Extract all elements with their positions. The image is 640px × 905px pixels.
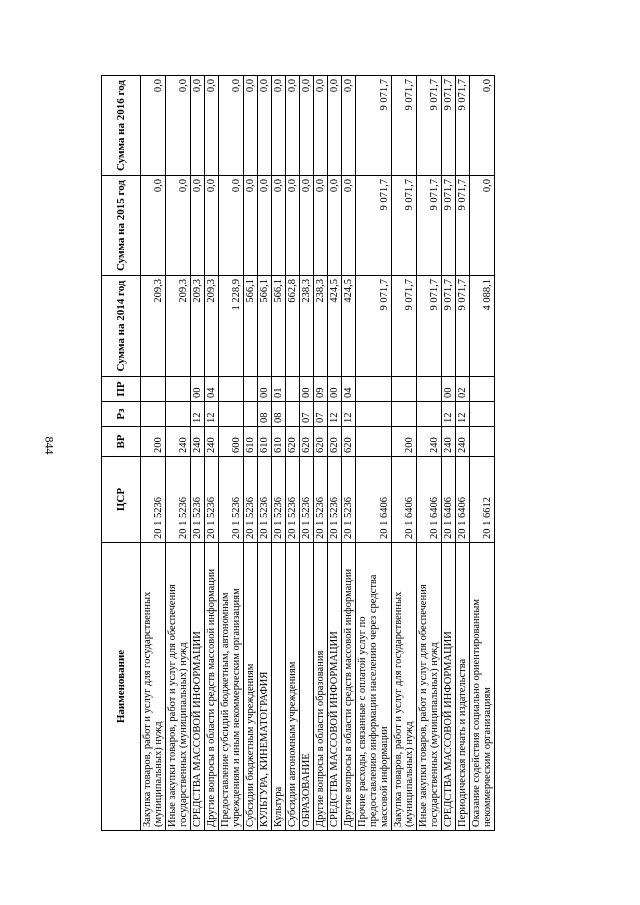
cell-csr: 20 1 5236 <box>314 457 328 543</box>
cell-vr: 610 <box>272 427 286 457</box>
table-row <box>314 76 328 831</box>
cell-pr <box>219 377 244 402</box>
cell-csr: 20 1 5236 <box>258 457 272 543</box>
cell-vr: 610 <box>244 427 258 457</box>
cell-sum-2016: 0,0 <box>191 76 205 176</box>
rotated-table-container <box>101 76 553 831</box>
header-vr: ВР <box>102 427 141 457</box>
cell-rz <box>470 402 495 427</box>
table-row <box>456 76 470 831</box>
cell-sum-2015: 9 071,7 <box>392 176 417 276</box>
cell-pr: 00 <box>328 377 342 402</box>
cell-sum-2016: 0,0 <box>205 76 219 176</box>
cell-sum-2014: 424,5 <box>328 276 342 377</box>
table-row <box>470 76 495 831</box>
cell-name: Прочие расходы, связанные с оплатой услуг по предоставлению информации населению через средства массовой информации <box>356 543 392 831</box>
cell-rz: 07 <box>300 402 314 427</box>
table-row <box>166 76 191 831</box>
cell-sum-2015: 0,0 <box>342 176 356 276</box>
cell-csr: 20 1 6406 <box>392 457 417 543</box>
table-row <box>141 76 166 831</box>
table-row <box>258 76 272 831</box>
cell-name: Субсидии автономным учреждениям <box>286 543 300 831</box>
cell-rz: 12 <box>342 402 356 427</box>
cell-name: Закупка товаров, работ и услуг для государственных (муниципальных) нужд <box>392 543 417 831</box>
table-row <box>328 76 342 831</box>
cell-vr: 240 <box>442 427 456 457</box>
cell-csr: 20 1 5236 <box>272 457 286 543</box>
table-row <box>442 76 456 831</box>
cell-pr: 02 <box>456 377 470 402</box>
cell-vr: 240 <box>205 427 219 457</box>
header-csr: ЦСР <box>102 457 141 543</box>
cell-rz: 12 <box>328 402 342 427</box>
cell-name: Субсидии бюджетным учреждениям <box>244 543 258 831</box>
table-row <box>205 76 219 831</box>
cell-sum-2015: 0,0 <box>258 176 272 276</box>
cell-csr: 20 1 6406 <box>356 457 392 543</box>
cell-name: Закупка товаров, работ и услуг для государственных (муниципальных) нужд <box>141 543 166 831</box>
cell-csr: 20 1 5236 <box>205 457 219 543</box>
cell-sum-2014: 209,3 <box>166 276 191 377</box>
header-rz: Рз <box>102 402 141 427</box>
cell-sum-2015: 9 071,7 <box>356 176 392 276</box>
budget-table <box>101 75 495 831</box>
cell-sum-2015: 0,0 <box>314 176 328 276</box>
cell-rz <box>141 402 166 427</box>
header-name: Наименование <box>102 543 141 831</box>
header-sum-2014: Сумма на 2014 год <box>102 276 141 377</box>
cell-pr <box>356 377 392 402</box>
cell-pr <box>244 377 258 402</box>
cell-pr: 09 <box>314 377 328 402</box>
cell-rz <box>392 402 417 427</box>
cell-sum-2016: 9 071,7 <box>356 76 392 176</box>
cell-sum-2015: 0,0 <box>300 176 314 276</box>
cell-name: СРЕДСТВА МАССОВОЙ ИНФОРМАЦИИ <box>442 543 456 831</box>
table-row <box>342 76 356 831</box>
cell-name: Иные закупки товаров, работ и услуг для обеспечения государственных (муниципальных) нужд <box>417 543 442 831</box>
cell-csr: 20 1 5236 <box>300 457 314 543</box>
cell-csr: 20 1 6612 <box>470 457 495 543</box>
cell-sum-2016: 0,0 <box>244 76 258 176</box>
cell-sum-2014: 9 071,7 <box>417 276 442 377</box>
cell-sum-2015: 0,0 <box>244 176 258 276</box>
table-row <box>356 76 392 831</box>
cell-sum-2016: 0,0 <box>258 76 272 176</box>
cell-csr: 20 1 5236 <box>286 457 300 543</box>
cell-vr <box>470 427 495 457</box>
cell-rz: 08 <box>258 402 272 427</box>
table-row <box>219 76 244 831</box>
cell-sum-2014: 9 071,7 <box>442 276 456 377</box>
cell-name: СРЕДСТВА МАССОВОЙ ИНФОРМАЦИИ <box>191 543 205 831</box>
cell-sum-2014: 424,5 <box>342 276 356 377</box>
cell-name: Другие вопросы в области средств массовой информации <box>342 543 356 831</box>
cell-sum-2015: 0,0 <box>328 176 342 276</box>
table-row <box>286 76 300 831</box>
cell-sum-2015: 0,0 <box>141 176 166 276</box>
cell-csr: 20 1 5236 <box>328 457 342 543</box>
table-row <box>300 76 314 831</box>
cell-rz <box>219 402 244 427</box>
cell-sum-2014: 662,8 <box>286 276 300 377</box>
cell-sum-2016: 0,0 <box>314 76 328 176</box>
cell-vr: 620 <box>286 427 300 457</box>
cell-sum-2014: 1 228,9 <box>219 276 244 377</box>
cell-name: Периодическая печать и издательства <box>456 543 470 831</box>
cell-vr: 240 <box>456 427 470 457</box>
cell-pr <box>141 377 166 402</box>
cell-sum-2016: 9 071,7 <box>417 76 442 176</box>
cell-vr: 620 <box>314 427 328 457</box>
cell-name: Оказание содействия социально ориентированным некоммерческим организациям <box>470 543 495 831</box>
cell-name: Другие вопросы в области образования <box>314 543 328 831</box>
cell-sum-2016: 0,0 <box>286 76 300 176</box>
cell-csr: 20 1 5236 <box>219 457 244 543</box>
cell-vr: 620 <box>342 427 356 457</box>
table-row <box>417 76 442 831</box>
cell-vr: 600 <box>219 427 244 457</box>
cell-pr <box>166 377 191 402</box>
cell-sum-2015: 0,0 <box>166 176 191 276</box>
page-number: 844 <box>42 436 57 455</box>
header-sum-2015: Сумма на 2015 год <box>102 176 141 276</box>
cell-pr: 00 <box>442 377 456 402</box>
cell-sum-2015: 0,0 <box>191 176 205 276</box>
table-row <box>191 76 205 831</box>
cell-vr: 610 <box>258 427 272 457</box>
cell-sum-2016: 0,0 <box>141 76 166 176</box>
cell-sum-2014: 238,3 <box>314 276 328 377</box>
cell-pr: 04 <box>342 377 356 402</box>
cell-csr: 20 1 5236 <box>191 457 205 543</box>
cell-rz: 12 <box>456 402 470 427</box>
cell-rz <box>166 402 191 427</box>
table-row <box>244 76 258 831</box>
cell-sum-2015: 0,0 <box>272 176 286 276</box>
cell-sum-2015: 0,0 <box>470 176 495 276</box>
cell-pr <box>286 377 300 402</box>
cell-name: ОБРАЗОВАНИЕ <box>300 543 314 831</box>
cell-sum-2016: 0,0 <box>328 76 342 176</box>
cell-sum-2016: 0,0 <box>300 76 314 176</box>
cell-vr: 200 <box>141 427 166 457</box>
cell-pr <box>470 377 495 402</box>
cell-sum-2014: 566,1 <box>258 276 272 377</box>
cell-vr: 620 <box>300 427 314 457</box>
cell-sum-2015: 0,0 <box>219 176 244 276</box>
cell-sum-2014: 566,1 <box>272 276 286 377</box>
cell-csr: 20 1 6406 <box>456 457 470 543</box>
cell-rz: 12 <box>442 402 456 427</box>
cell-csr: 20 1 6406 <box>442 457 456 543</box>
cell-sum-2014: 9 071,7 <box>356 276 392 377</box>
cell-sum-2014: 9 071,7 <box>392 276 417 377</box>
cell-pr: 00 <box>191 377 205 402</box>
cell-vr: 240 <box>417 427 442 457</box>
cell-sum-2014: 209,3 <box>191 276 205 377</box>
cell-sum-2014: 9 071,7 <box>456 276 470 377</box>
cell-rz: 07 <box>314 402 328 427</box>
cell-csr: 20 1 5236 <box>166 457 191 543</box>
cell-sum-2016: 0,0 <box>166 76 191 176</box>
cell-sum-2014: 209,3 <box>205 276 219 377</box>
cell-rz: 08 <box>272 402 286 427</box>
cell-sum-2016: 0,0 <box>470 76 495 176</box>
cell-vr <box>356 427 392 457</box>
cell-pr: 00 <box>258 377 272 402</box>
cell-pr: 04 <box>205 377 219 402</box>
cell-sum-2015: 0,0 <box>286 176 300 276</box>
cell-pr: 00 <box>300 377 314 402</box>
cell-sum-2015: 0,0 <box>205 176 219 276</box>
cell-sum-2016: 9 071,7 <box>392 76 417 176</box>
cell-sum-2015: 9 071,7 <box>456 176 470 276</box>
cell-sum-2016: 0,0 <box>272 76 286 176</box>
cell-pr <box>392 377 417 402</box>
cell-sum-2016: 0,0 <box>219 76 244 176</box>
cell-pr: 01 <box>272 377 286 402</box>
cell-rz: 12 <box>191 402 205 427</box>
cell-sum-2014: 238,3 <box>300 276 314 377</box>
cell-sum-2014: 4 088,1 <box>470 276 495 377</box>
table-header-row <box>102 76 141 831</box>
cell-vr: 620 <box>328 427 342 457</box>
header-pr: ПР <box>102 377 141 402</box>
cell-csr: 20 1 5236 <box>244 457 258 543</box>
header-sum-2016: Сумма на 2016 год <box>102 76 141 176</box>
table-row <box>272 76 286 831</box>
table-row <box>392 76 417 831</box>
cell-name: КУЛЬТУРА, КИНЕМАТОГРАФИЯ <box>258 543 272 831</box>
cell-name: Иные закупки товаров, работ и услуг для обеспечения государственных (муниципальных) нужд <box>166 543 191 831</box>
cell-rz <box>417 402 442 427</box>
cell-vr: 200 <box>392 427 417 457</box>
table-body <box>141 76 495 831</box>
cell-csr: 20 1 5236 <box>141 457 166 543</box>
cell-sum-2015: 9 071,7 <box>442 176 456 276</box>
cell-csr: 20 1 6406 <box>417 457 442 543</box>
cell-rz <box>286 402 300 427</box>
cell-sum-2015: 9 071,7 <box>417 176 442 276</box>
cell-sum-2014: 209,3 <box>141 276 166 377</box>
cell-name: Предоставление субсидий бюджетным, автономным учреждениям и иным некоммерческим организациям <box>219 543 244 831</box>
cell-vr: 240 <box>191 427 205 457</box>
cell-name: Культура <box>272 543 286 831</box>
cell-name: Другие вопросы в области средств массовой информации <box>205 543 219 831</box>
cell-rz <box>356 402 392 427</box>
cell-sum-2016: 9 071,7 <box>456 76 470 176</box>
cell-csr: 20 1 5236 <box>342 457 356 543</box>
cell-vr: 240 <box>166 427 191 457</box>
cell-sum-2014: 566,1 <box>244 276 258 377</box>
cell-pr <box>417 377 442 402</box>
cell-rz: 12 <box>205 402 219 427</box>
cell-name: СРЕДСТВА МАССОВОЙ ИНФОРМАЦИИ <box>328 543 342 831</box>
cell-sum-2016: 0,0 <box>342 76 356 176</box>
cell-rz <box>244 402 258 427</box>
cell-sum-2016: 9 071,7 <box>442 76 456 176</box>
